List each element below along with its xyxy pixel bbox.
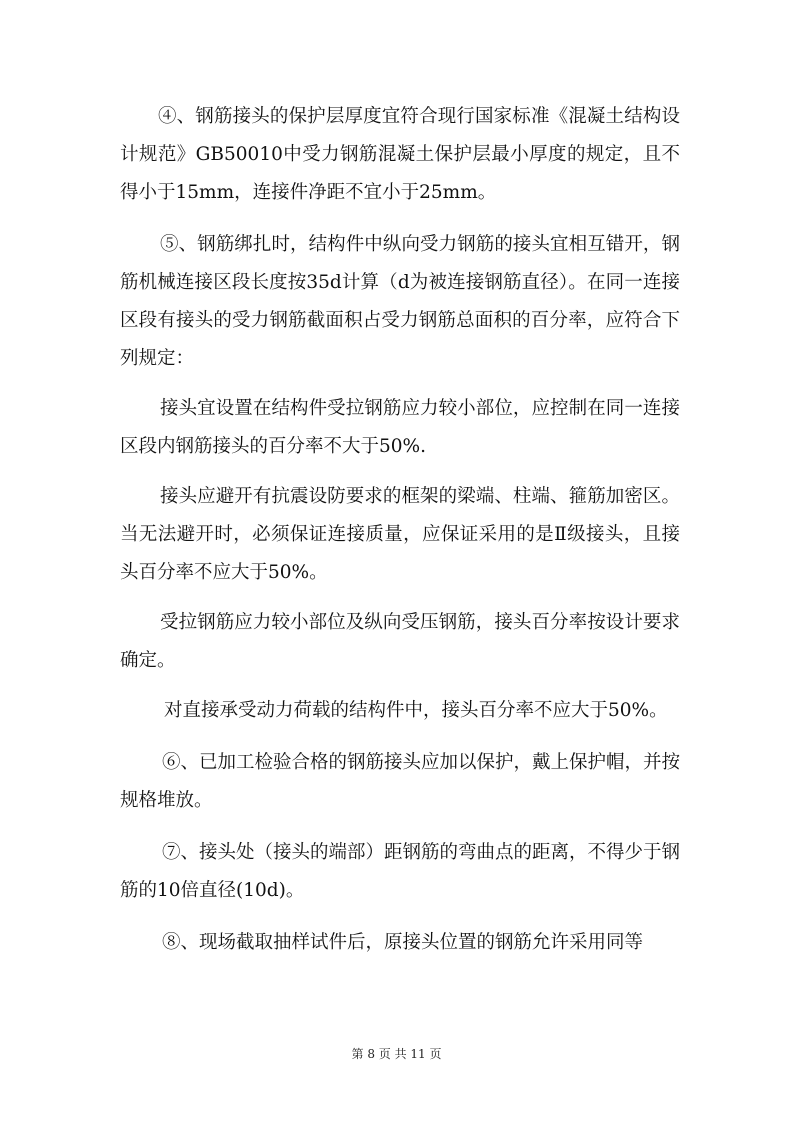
paragraph-5-rule-2: 接头应避开有抗震设防要求的框架的梁端、柱端、箍筋加密区。当无法避开时，必须保证连接质量，应保证采用的是Ⅱ级接头，且接头百分率不应大于50%。 [120,486,680,583]
paragraph-5-rule-3: 受拉钢筋应力较小部位及纵向受压钢筋，接头百分率按设计要求确定。 [120,612,680,671]
paragraph-7: ⑦、接头处（接头的端部）距钢筋的弯曲点的距离，不得少于钢筋的10倍直径(10d)。 [120,842,681,901]
paragraph-8: ⑧、现场截取抽样试件后，原接头位置的钢筋允许采用同等 [162,932,644,953]
page-number-footer: 第 8 页 共 11 页 [351,1047,442,1061]
paragraph-6: ⑥、已加工检验合格的钢筋接头应加以保护，戴上保护帽，并按规格堆放。 [120,752,681,811]
paragraph-4: ④、钢筋接头的保护层厚度宜符合现行国家标准《混凝土结构设计规范》GB50010中受力钢筋混凝土保护层最小厚度的规定，且不得小于15mm，连接件净距不宜小于25mm。 [120,106,680,203]
document-body [120,98,680,962]
paragraph-5-rule-1: 接头宜设置在结构件受拉钢筋应力较小部位，应控制在同一连接区段内钢筋接头的百分率不大于50%. [120,398,680,457]
paragraph-5: ⑤、钢筋绑扎时，结构件中纵向受力钢筋的接头宜相互错开，钢筋机械连接区段长度按35d计算（d为被连接钢筋直径）。在同一连接区段有接头的受力钢筋截面积占受力钢筋总面积的百分率，应符合下列规定： [120,234,680,369]
paragraph-5-rule-4: 对直接承受动力荷载的结构件中，接头百分率不应大于50%。 [164,700,668,721]
